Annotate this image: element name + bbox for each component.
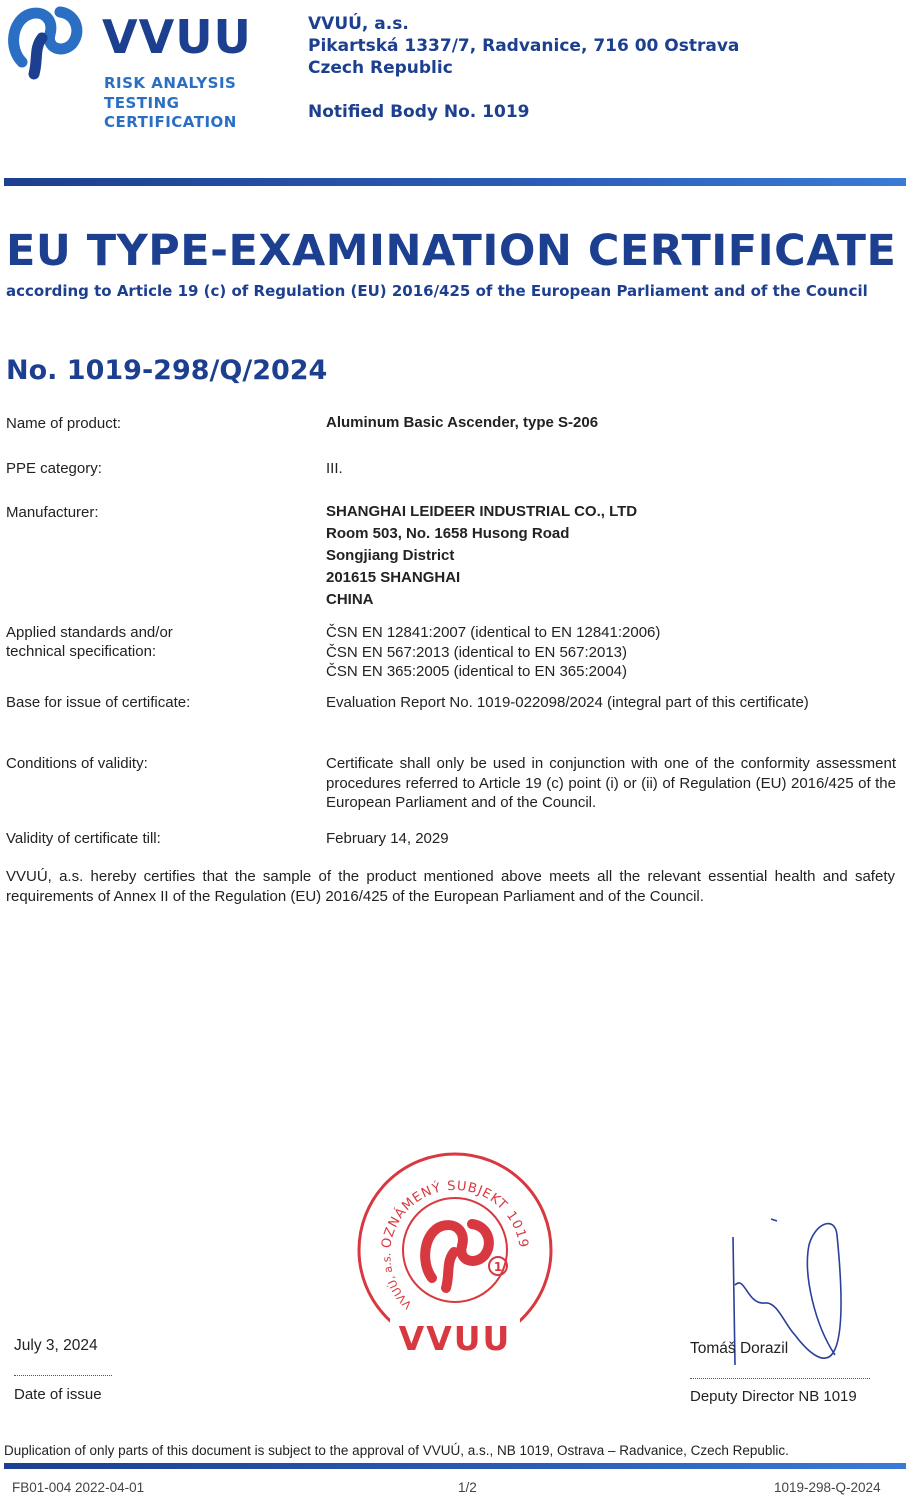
conditions-value: Certificate shall only be used in conjunction with one of the conformity assessment procedures referred to Article 19 (c) point (i) or (ii) of Regulation (EU) 2016/425 of the European Parliament and of the Council. bbox=[326, 755, 896, 811]
form-code: FB01-004 2022-04-01 bbox=[12, 1480, 145, 1495]
date-line bbox=[14, 1375, 112, 1376]
manufacturer-line: CHINA bbox=[326, 591, 374, 608]
standard-line: ČSN EN 12841:2007 (identical to EN 12841:2006) bbox=[326, 624, 661, 641]
vvuu-logo-icon bbox=[4, 4, 86, 80]
category-label: PPE category: bbox=[6, 460, 102, 477]
standards-label-line: technical specification: bbox=[6, 643, 157, 660]
stamp-logo-icon bbox=[425, 1224, 489, 1288]
stamp-left-text: VVUÚ, a.s. bbox=[380, 1252, 415, 1312]
page-title: EU TYPE-EXAMINATION CERTIFICATE bbox=[6, 226, 897, 276]
document-reference: 1019-298-Q-2024 bbox=[774, 1480, 881, 1495]
issuer-country: Czech Republic bbox=[308, 58, 453, 78]
validity-label: Validity of certificate till: bbox=[6, 830, 161, 847]
footer-rule bbox=[4, 1463, 906, 1469]
base-value: Evaluation Report No. 1019-022098/2024 (integral part of this certificate) bbox=[326, 694, 809, 711]
standards-label-line: Applied standards and/or bbox=[6, 624, 173, 641]
manufacturer-line: Songjiang District bbox=[326, 547, 455, 564]
manufacturer-line: Room 503, No. 1658 Husong Road bbox=[326, 525, 570, 542]
issue-date-label: Date of issue bbox=[14, 1386, 102, 1403]
product-label: Name of product: bbox=[6, 415, 122, 432]
header-rule bbox=[4, 178, 906, 186]
notified-body-stamp bbox=[350, 1150, 560, 1360]
certificate-number: No. 1019-298/Q/2024 bbox=[6, 355, 328, 386]
tagline-line: TESTING bbox=[104, 94, 180, 112]
page-number: 1/2 bbox=[458, 1480, 477, 1495]
category-value: III. bbox=[326, 460, 343, 477]
issue-date: July 3, 2024 bbox=[14, 1337, 98, 1354]
svg-text:VVUÚ, a.s. bbox=[380, 1253, 414, 1312]
stamp-ring-text: OZNÁMENÝ SUBJEKT 1019 bbox=[379, 1178, 531, 1250]
manufacturer-line: 201615 SHANGHAI bbox=[326, 569, 461, 586]
footer-note: Duplication of only parts of this document is subject to the approval of VVUÚ, a.s., NB 1019, Ostrava – Radvanice, Czech Republic. bbox=[4, 1443, 789, 1458]
signatory-title: Deputy Director NB 1019 bbox=[690, 1388, 857, 1405]
certification-statement: VVUÚ, a.s. hereby certifies that the sample of the product mentioned above meets all the relevant essential health and safety requirements of Annex II of the Regulation (EU) 2016/425 of the European Parliament and of the Council. bbox=[6, 868, 895, 905]
manufacturer-line: SHANGHAI LEIDEER INDUSTRIAL CO., LTD bbox=[326, 503, 638, 520]
standard-line: ČSN EN 567:2013 (identical to EN 567:2013) bbox=[326, 643, 628, 661]
standard-line: ČSN EN 365:2005 (identical to EN 365:2004) bbox=[326, 663, 628, 680]
brand-wordmark: VVUU bbox=[102, 10, 252, 64]
svg-text:OZNÁMENÝ SUBJEKT 1019 bbox=[379, 1179, 530, 1250]
signature-line bbox=[690, 1378, 870, 1379]
product-value: Aluminum Basic Ascender, type S-206 bbox=[326, 414, 599, 431]
notified-body: Notified Body No. 1019 bbox=[308, 102, 530, 122]
standards-value bbox=[326, 623, 660, 682]
tagline-line: CERTIFICATION bbox=[104, 113, 237, 131]
manufacturer-value bbox=[326, 501, 637, 611]
issuer-name: VVUÚ, a.s. bbox=[308, 14, 409, 34]
conditions-label: Conditions of validity: bbox=[6, 755, 148, 772]
standards-label bbox=[6, 623, 173, 661]
stamp-number: 1 bbox=[493, 1260, 503, 1274]
tagline-line: RISK ANALYSIS bbox=[104, 74, 237, 92]
stamp-wordmark: VVUU bbox=[398, 1319, 512, 1358]
validity-value: February 14, 2029 bbox=[326, 830, 449, 847]
page-subtitle: according to Article 19 (c) of Regulation (EU) 2016/425 of the European Parliament and of the Council bbox=[6, 282, 868, 300]
manufacturer-label: Manufacturer: bbox=[6, 504, 99, 521]
issuer-street: Pikartská 1337/7, Radvanice, 716 00 Ostrava bbox=[308, 36, 740, 56]
signatory-name: Tomáš Dorazil bbox=[690, 1340, 789, 1357]
base-label: Base for issue of certificate: bbox=[6, 694, 191, 711]
